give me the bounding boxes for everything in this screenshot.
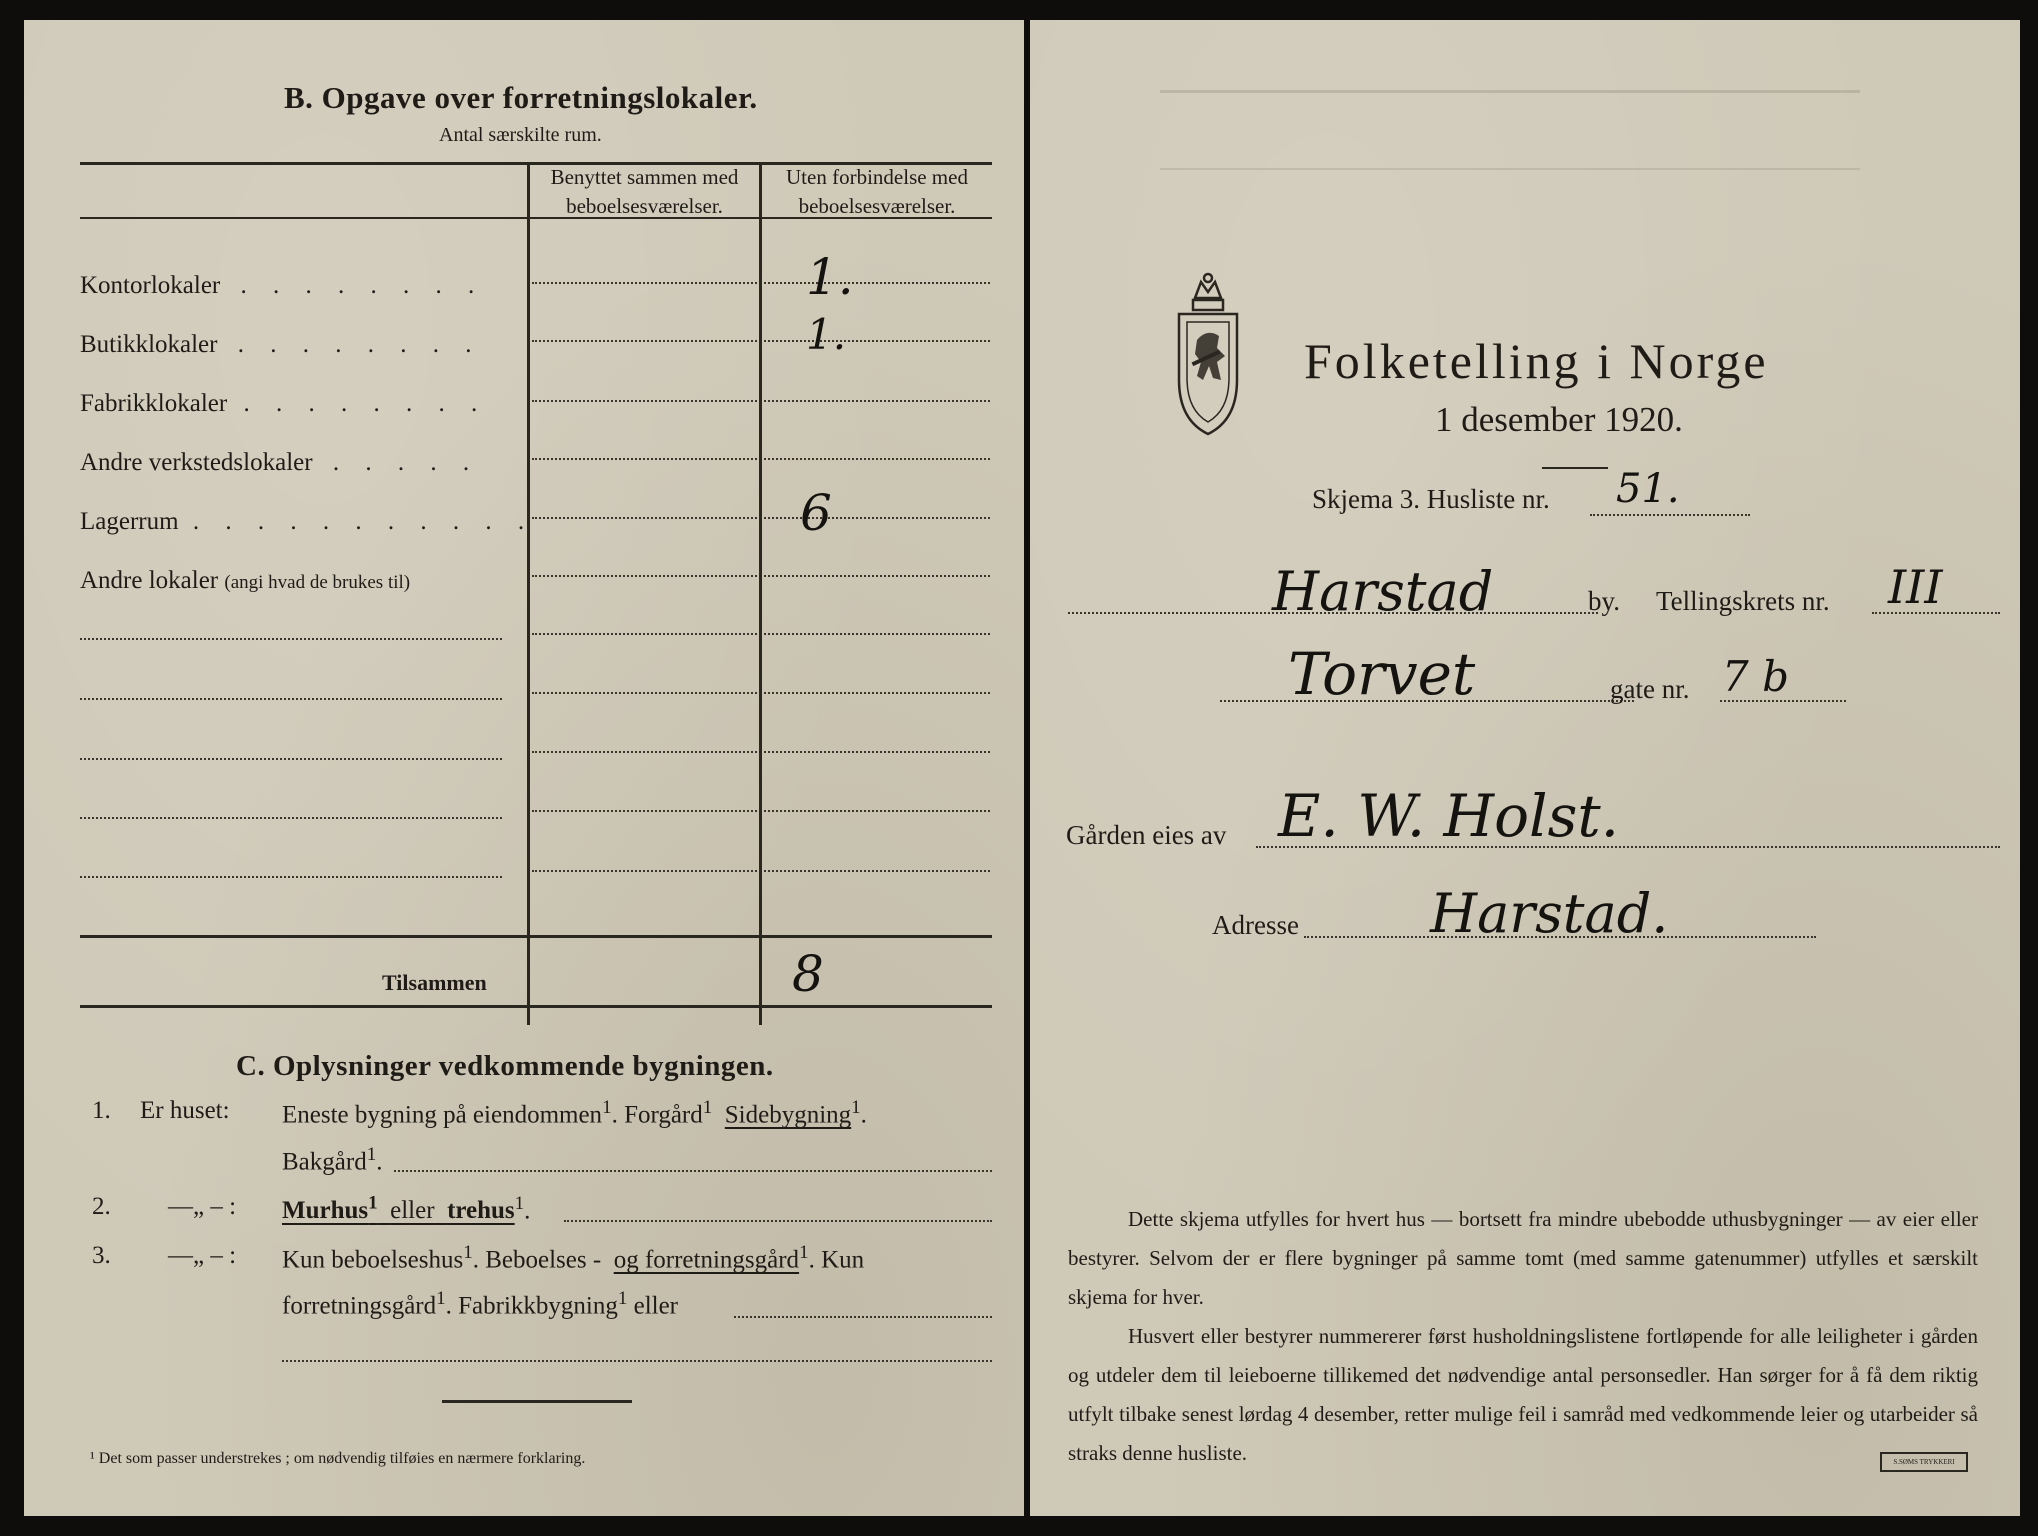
c-text-kun: . Kun (808, 1246, 865, 1274)
sup: 1 (366, 1144, 377, 1165)
row-fabrikklokaler (80, 390, 487, 418)
table-divider-2 (759, 163, 762, 1025)
c-item3-line2 (282, 1288, 678, 1320)
row-rule (532, 810, 757, 812)
c-item2-num: 2. (92, 1193, 111, 1220)
c-item3-num: 3. (92, 1242, 111, 1269)
c-text-forretningsgard: og forretningsgård (613, 1246, 800, 1274)
sup: 1 (702, 1097, 713, 1118)
instruction-paragraph-1: Dette skjema utfylles for hvert hus — bortsett fra mindre ubebodde uthusbygninger — av eier eller bestyrer. Selvom der er flere bygninger på samme tomt (med samme gatenummer) utfylles et særskilt skjema for hver. (1068, 1207, 1978, 1309)
row-rule (532, 282, 757, 284)
tellingskrets-label: Tellingskrets nr. (1656, 586, 1830, 616)
row-label: Butikklokaler (80, 331, 218, 358)
row-rule (764, 400, 990, 402)
section-b-subtitle: Antal særskilte rum. (439, 124, 602, 146)
row-rule (532, 633, 757, 635)
section-b-title: B. Opgave over forretningslokaler. (284, 80, 758, 115)
sup: 1 (851, 1097, 861, 1118)
row-dots: . . . . . (332, 449, 480, 476)
blank-line (80, 876, 502, 878)
c-line (734, 1316, 992, 1318)
sup: 1 (368, 1193, 378, 1214)
printer-stamp: S.SØMS TRYKKERI (1880, 1452, 1968, 1472)
row-rule (764, 517, 990, 519)
value-butikklokaler: 1. (806, 310, 847, 359)
row-rule (764, 575, 990, 577)
c-text-murhus: Murhus (282, 1197, 369, 1225)
row-note: (angi hvad de brukes til) (224, 572, 411, 593)
section-c-title: C. Oplysninger vedkommende bygningen. (236, 1050, 774, 1082)
c-text-murhus-eller-trehus (282, 1193, 515, 1225)
value-lagerrum: 6 (800, 484, 832, 542)
sup: 1 (463, 1242, 473, 1263)
col2-header-line2: beboelsesværelser. (798, 194, 956, 218)
row-rule (764, 282, 990, 284)
c-text-fabrikkbygning: . Fabrikkbygning (445, 1292, 618, 1320)
c-item1-lead: Er huset: (140, 1097, 230, 1124)
row-rule (764, 458, 990, 460)
c-item3-lead: —„ – : (168, 1242, 237, 1269)
footnote: ¹ Det som passer understrekes ; om nødvendig tilføies en nærmere forklaring. (90, 1450, 586, 1467)
by-label: by. (1588, 586, 1620, 616)
total-value: 8 (792, 945, 824, 1003)
owner-label: Gården eies av (1066, 820, 1227, 850)
address-label: Adresse (1212, 910, 1299, 940)
blank-line (80, 698, 502, 700)
town-name: Harstad (1272, 560, 1494, 623)
row-label: Andre lokaler (80, 567, 219, 594)
row-andre-verkstedslokaler (80, 449, 479, 477)
coat-of-arms-icon (1173, 270, 1243, 438)
c-text-sidebygning: Sidebygning (724, 1101, 852, 1129)
col1-header-line1: Benyttet sammen med (550, 165, 739, 189)
row-rule (532, 751, 757, 753)
row-rule (532, 340, 757, 342)
row-rule (532, 692, 757, 694)
col1-header-line2: beboelsesværelser. (566, 194, 723, 218)
table-divider-1 (527, 163, 530, 1025)
bleed-through (1160, 90, 1860, 93)
instructions (1068, 1200, 1978, 1473)
col2-header (764, 163, 990, 221)
left-page (24, 20, 1024, 1516)
gate-label: gate nr. (1610, 674, 1690, 704)
c-text-eller: eller (390, 1197, 435, 1225)
instruction-paragraph-2: Husvert eller bestyrer nummererer først husholdningslistene fortløpende for alle leiligheter i gården og utdeler dem til leieboerne tillikemed det nødvendige antal personsedler. Han sørger for å få dem riktig utfylt tilbake senest lørdag 4 desember, retter mulige feil i samråd med vedkommende leier og utarbeider så straks denne husliste. (1068, 1324, 1978, 1465)
row-label: Kontorlokaler (80, 272, 221, 299)
c-item2-lead: —„ – : (168, 1193, 237, 1220)
c-text-bakgard: Bakgård (282, 1148, 367, 1176)
row-andre-lokaler (80, 567, 410, 595)
total-label: Tilsammen (382, 970, 487, 995)
row-butikklokaler (80, 331, 481, 359)
row-kontorlokaler (80, 272, 484, 300)
c-text-eneste: Eneste bygning på eiendommen (282, 1101, 603, 1129)
c-text-forgard: . Forgård (611, 1101, 703, 1129)
row-rule (764, 340, 990, 342)
right-page (1030, 20, 2020, 1516)
census-date: 1 desember 1920. (1435, 400, 1683, 439)
schema-label: Skjema 3. Husliste nr. (1312, 484, 1550, 514)
row-rule (764, 751, 990, 753)
row-lagerrum (80, 508, 534, 536)
c-text-eller-2: eller (627, 1292, 679, 1320)
sup: 1 (602, 1097, 612, 1118)
value-kontorlokaler: 1. (806, 248, 854, 306)
c-text-kun-beboelseshus: Kun beboelseshus (282, 1246, 464, 1274)
husliste-line (1590, 514, 1750, 516)
title-rule (1542, 467, 1608, 469)
row-rule (764, 692, 990, 694)
row-rule (764, 633, 990, 635)
col1-header (532, 163, 757, 221)
sup: 1 (799, 1242, 809, 1263)
row-rule (532, 458, 757, 460)
row-rule (532, 870, 757, 872)
census-title: Folketelling i Norge (1304, 333, 1769, 389)
c-line (282, 1360, 992, 1362)
c-item1-text: Eneste bygning på eiendommen$^1$. Forgård$^1$ Sidebygning$^1$. (282, 1097, 867, 1129)
row-dots: . . . . . . . . (240, 272, 485, 299)
row-dots: . . . . . . . . . . . (192, 508, 535, 535)
row-dots: . . . . . . . . (243, 390, 488, 417)
address-value: Harstad. (1430, 882, 1669, 945)
row-rule (532, 400, 757, 402)
bleed-through (1160, 168, 1860, 170)
row-rule (532, 575, 757, 577)
row-dots: . . . . . . . . (237, 331, 482, 358)
husliste-nr: 51. (1616, 466, 1680, 512)
blank-line (80, 638, 502, 640)
c-item1-line2: Bakgård$^1$. (282, 1144, 383, 1176)
owner-name: E. W. Holst. (1278, 782, 1620, 850)
gate-nr: 7 b (1722, 652, 1789, 701)
c-line (394, 1170, 992, 1172)
row-label: Lagerrum (80, 508, 179, 535)
c-text-forretningsgard-2: forretningsgård (282, 1292, 437, 1320)
c-line (564, 1220, 992, 1222)
c-text-beboelses: . Beboelses - (472, 1246, 602, 1274)
row-label: Andre verkstedslokaler (80, 449, 313, 476)
c-text-trehus: trehus (447, 1197, 515, 1225)
sup: 1 (514, 1193, 525, 1214)
row-rule (532, 517, 757, 519)
row-label: Fabrikklokaler (80, 390, 228, 417)
sup: 1 (617, 1288, 628, 1309)
sup: 1 (436, 1288, 446, 1309)
row-rule (764, 870, 990, 872)
c-item2-text: Murhus$^1$ eller trehus$^1$. (282, 1193, 531, 1225)
col2-header-line1: Uten forbindelse med (786, 165, 968, 189)
table-bottom-rule (80, 1005, 992, 1008)
separator-line (442, 1400, 632, 1403)
blank-line (80, 817, 502, 819)
tellingskrets-nr: III (1888, 560, 1943, 614)
row-rule (764, 810, 990, 812)
c-item3-text (282, 1242, 864, 1274)
blank-line (80, 758, 502, 760)
c-item1-num: 1. (92, 1097, 111, 1124)
table-total-rule (80, 935, 992, 938)
street-name: Torvet (1288, 640, 1476, 708)
